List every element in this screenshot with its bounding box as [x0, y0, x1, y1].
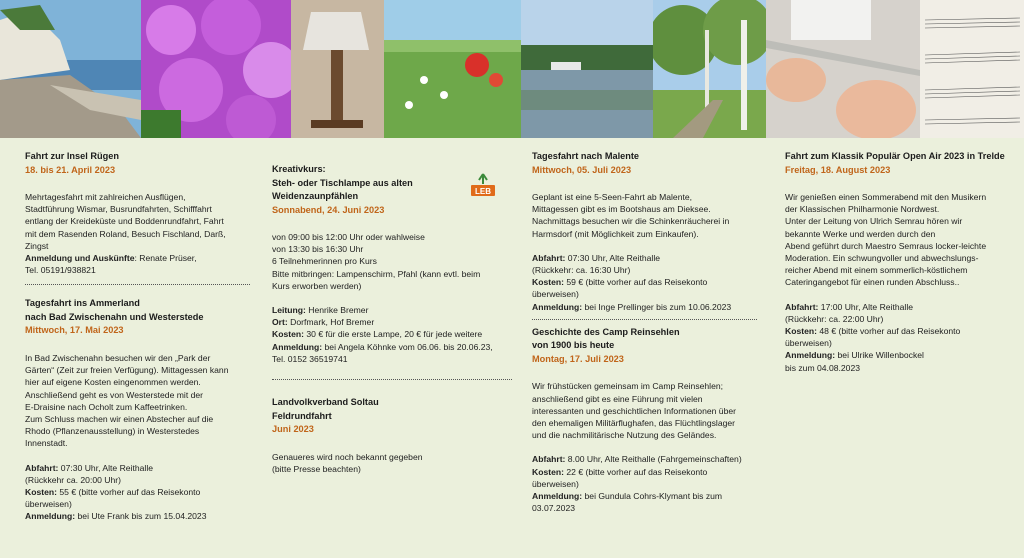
- event-subtitle: Steh- oder Tischlampe aus alten: [272, 177, 413, 188]
- event-registration: Anmeldung: bei Gundula Cohrs-Klymant bis zum: [532, 490, 723, 501]
- photo-cliffs: [0, 0, 141, 138]
- event-leader: Leitung: Henrike Bremer: [272, 305, 369, 316]
- event-date: Mittwoch, 05. Juli 2023: [532, 164, 632, 175]
- event-description: Genaueres wird noch bekannt gegeben (bitte Presse beachten): [272, 451, 423, 474]
- divider: [272, 379, 512, 380]
- event-registration: Anmeldung: bei Inge Prellinger bis zum 10.06.2023: [532, 301, 732, 312]
- event-description: Geplant ist eine 5-Seen-Fahrt ab Malente, Mittagessen gibt es im Bootshaus am Dieksee. Nachmittags besuchen wir die Schinkenräucherei in Harmsdorf (mit Möglichkeit zum Einkaufen).: [532, 192, 730, 239]
- event-registration-date: 03.07.2023: [532, 503, 576, 514]
- photo-rhododendron: [141, 0, 291, 138]
- event-departure: Abfahrt: 8.00 Uhr, Alte Reithalle (Fahrgemeinschaften): [532, 454, 742, 465]
- event-phone: Tel. 0152 36519741: [272, 353, 348, 364]
- event-date: Freitag, 18. August 2023: [785, 164, 891, 175]
- event-cost: Kosten: 55 € (bitte vorher auf das Reisekonto: [25, 486, 201, 497]
- event-date: Mittwoch, 17. Mai 2023: [25, 325, 124, 336]
- event-registration: Anmeldung und Auskünfte: Renate Prüser,: [25, 253, 197, 264]
- event-title: Landvolkverband Soltau: [272, 397, 379, 408]
- event-title: Geschichte des Camp Reinsehlen: [532, 326, 680, 337]
- event-description: Mehrtagesfahrt mit zahlreichen Ausflügen, Stadtführung Wismar, Busrundfahrten, Schifffahrt entlang der Kreideküste und Boddenrundfahrt, Fahrt mit dem Rasenden Roland, Besuch Fischland, Darß, Zingst: [25, 192, 226, 251]
- event-description: In Bad Zwischenahn besuchen wir den „Park der Gärten“ (Zeit zur freien Verfügung). Mittagessen kann hier auf eigene Kosten eingenommen werden. Anschließend geht es von Westerstede mit der E-Draisine nach Ocholt zum Kaffeetrinken. Zum Schluss machen wir einen Abstecher auf die Rhodo (Pflanzenausstellung) in Westerstedes Innenstadt.: [25, 352, 229, 449]
- event-location: Ort: Dorfmark, Hof Bremer: [272, 317, 375, 328]
- event-subtitle: nach Bad Zwischenahn und Westerstede: [25, 311, 204, 322]
- event-cost-note: überweisen): [532, 289, 579, 300]
- column-1: [25, 150, 250, 523]
- column-3: [532, 150, 757, 514]
- event-departure: Abfahrt: 07:30 Uhr, Alte Reithalle: [25, 462, 154, 473]
- event-date: 18. bis 21. April 2023: [25, 164, 116, 175]
- photo-poppy-meadow: [384, 0, 521, 138]
- divider: [532, 319, 757, 320]
- event-cost: Kosten: 59 € (bitte vorher auf das Reisekonto: [532, 277, 708, 288]
- event-registration: Anmeldung: bei Ute Frank bis zum 15.04.2023: [25, 511, 207, 522]
- photo-flute: [766, 0, 920, 138]
- event-title: Tagesfahrt ins Ammerland: [25, 298, 140, 309]
- photo-birch-trees: [653, 0, 766, 138]
- event-registration: Anmeldung: bei Angela Köhnke vom 06.06. bis 20.06.23,: [272, 341, 493, 352]
- event-description: von 09:00 bis 12:00 Uhr oder wahlweise von 13:30 bis 16:30 Uhr 6 Teilnehmerinnen pro Kurs Bitte mitbringen: Lampenschirm, Pfahl (kann evtl. beim Kurs erworben werden): [272, 232, 481, 291]
- event-cost: Kosten: 48 € (bitte vorher auf das Reisekonto: [785, 326, 961, 337]
- event-title: Kreativkurs:: [272, 164, 326, 174]
- event-cost-note: überweisen): [25, 499, 72, 510]
- column-2: [272, 163, 512, 475]
- event-description: Wir frühstücken gemeinsam im Camp Reinsehlen; anschließend gibt es eine Führung mit vielen interessanten und geschichtlichen Informationen über den ehemaligen Militärflughafen, das Flüchtlingslager und die nachmilitärische Nutzung des Geländes.: [532, 381, 736, 441]
- event-departure: Abfahrt: 07:30 Uhr, Alte Reithalle: [532, 252, 661, 263]
- event-departure: Abfahrt: 17:00 Uhr, Alte Reithalle: [785, 301, 914, 312]
- column-4: [785, 150, 1021, 374]
- divider: [25, 284, 250, 285]
- event-title: Tagesfahrt nach Malente: [532, 151, 640, 161]
- event-cost-note: überweisen): [785, 338, 832, 349]
- photo-sheet-music: [920, 0, 1024, 138]
- event-subtitle: Feldrundfahrt: [272, 410, 332, 421]
- event-cost: Kosten: 22 € (bitte vorher auf das Reisekonto: [532, 466, 708, 477]
- photo-lamp: [291, 0, 384, 138]
- svg-text:LEB: LEB: [475, 187, 491, 196]
- event-subtitle: von 1900 bis heute: [532, 340, 615, 351]
- photo-lake: [521, 0, 653, 138]
- event-subtitle: Weidenzaunpfählen: [272, 191, 359, 201]
- event-date: Montag, 17. Juli 2023: [532, 353, 624, 364]
- event-date: Juni 2023: [272, 424, 314, 435]
- event-registration: Anmeldung: bei Ulrike Willenbockel: [785, 350, 924, 361]
- event-title: Fahrt zur Insel Rügen: [25, 151, 119, 161]
- event-registration-date: bis zum 04.08.2023: [785, 362, 861, 373]
- event-phone: Tel. 05191/938821: [25, 265, 96, 276]
- event-cost: Kosten: 30 € für die erste Lampe, 20 € für jede weitere: [272, 329, 483, 340]
- event-return: (Rückkehr: ca. 16:30 Uhr): [532, 265, 631, 276]
- event-return: (Rückkehr: ca. 22:00 Uhr): [785, 313, 884, 324]
- event-description: Wir genießen einen Sommerabend mit den Musikern der Klassischen Philharmonie Nordwest. Unter der Leitung von Ulrich Semrau hören wir bekannte Werke und werden durch den Abend geführt durch Maestro Semraus locker-leichte Moderation. Ein schwungvoller und abwechslungs- reicher Abend mit einem sommerlich-köstlichem Cateringangebot für einen runden Abschluss..: [785, 192, 987, 288]
- event-cost-note: überweisen): [532, 478, 579, 489]
- photo-strip: [0, 0, 1024, 138]
- event-date: Sonnabend, 24. Juni 2023: [272, 204, 385, 215]
- event-title: Fahrt zum Klassik Populär Open Air 2023 in Trelde: [785, 151, 1005, 161]
- event-return: (Rückkehr ca. 20:00 Uhr): [25, 474, 121, 485]
